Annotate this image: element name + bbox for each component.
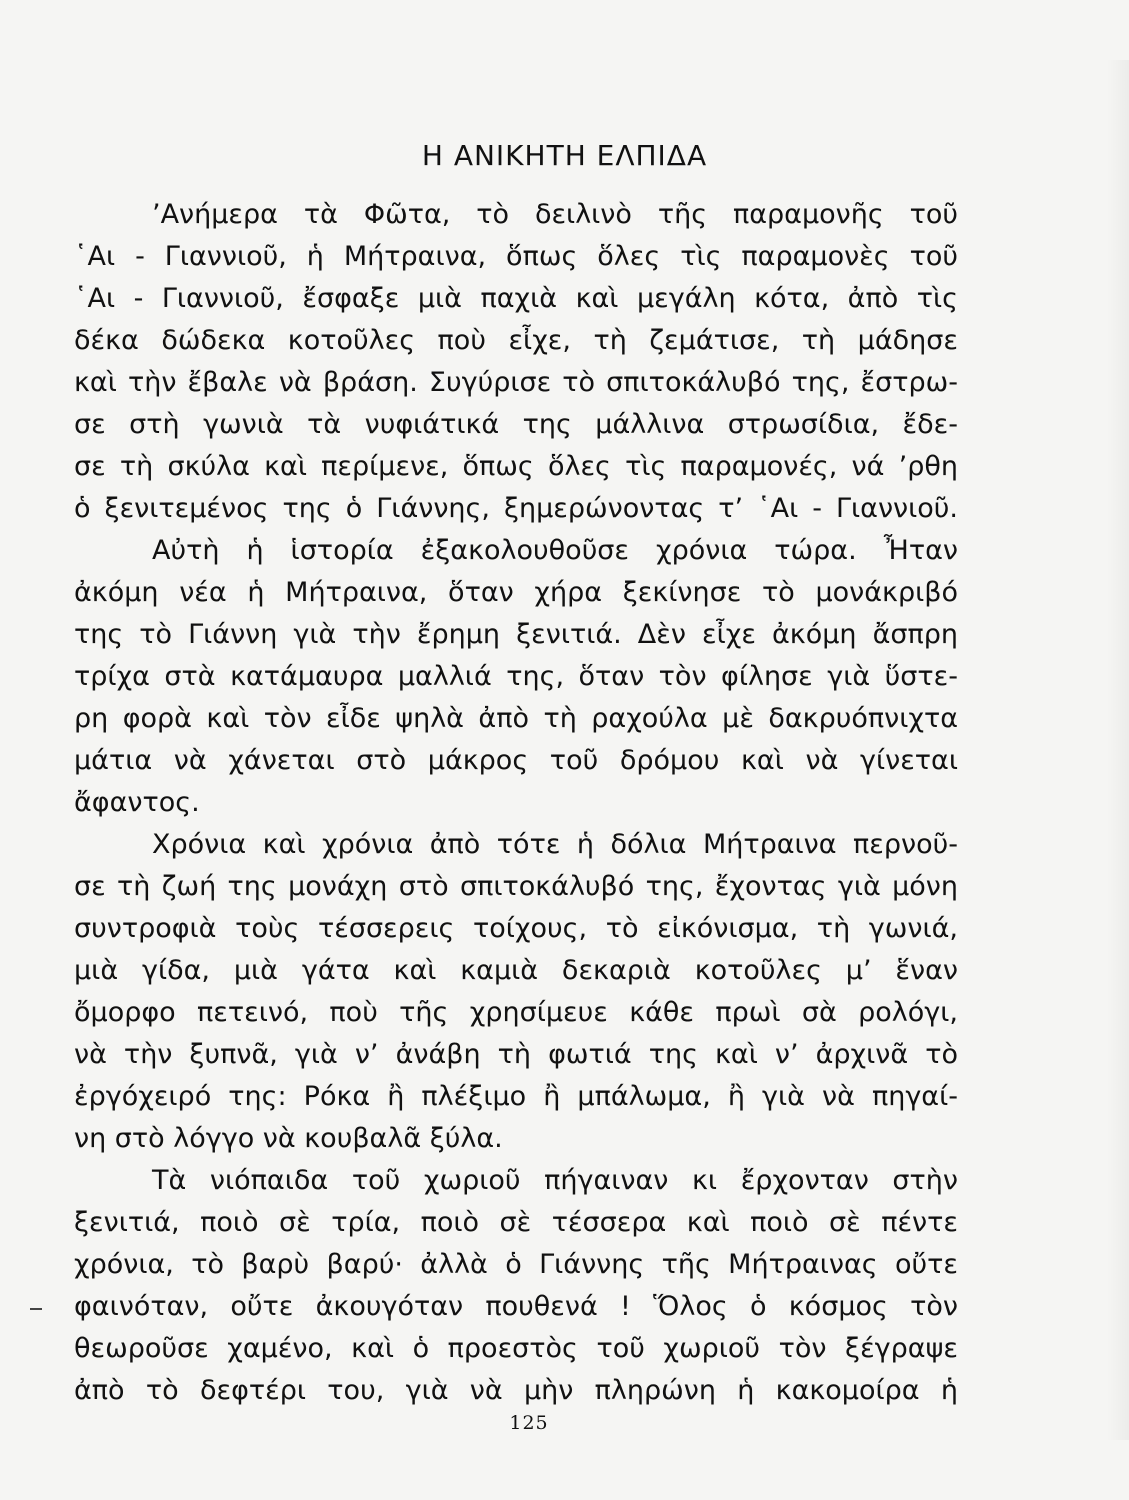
text-line: καὶ τὴν ἔβαλε νὰ βράση. Συγύρισε τὸ σπιτοκάλυβό της, ἔστρω- bbox=[74, 367, 958, 398]
text-line: νη στὸ λόγγο νὰ κουβαλᾶ ξύλα. bbox=[74, 1123, 503, 1154]
text-line: συντροφιὰ τοὺς τέσσερεις τοίχους, τὸ εἰκόνισμα, τὴ γωνιά, bbox=[74, 913, 958, 944]
text-line: ἀπὸ τὸ δεφτέρι του, γιὰ νὰ μὴν πληρώνη ἡ κακομοίρα ἡ bbox=[74, 1375, 958, 1406]
text-line: μάτια νὰ χάνεται στὸ μάκρος τοῦ δρόμου καὶ νὰ γίνεται bbox=[74, 745, 958, 776]
margin-mark bbox=[30, 1308, 42, 1310]
text-line: Χρόνια καὶ χρόνια ἀπὸ τότε ἡ δόλια Μήτραινα περνοῦ- bbox=[152, 829, 958, 860]
text-line: νὰ τὴν ξυπνᾶ, γιὰ ν’ ἀνάβη τὴ φωτιά της καὶ ν’ ἀρχινᾶ τὸ bbox=[74, 1039, 958, 1070]
text-line: ὄμορφο πετεινό, ποὺ τῆς χρησίμευε κάθε πρωὶ σὰ ρολόγι, bbox=[74, 997, 958, 1028]
text-line: σε τὴ σκύλα καὶ περίμενε, ὅπως ὅλες τὶς παραμονές, νά ’ρθη bbox=[74, 451, 958, 482]
page-number: 125 bbox=[509, 1412, 549, 1434]
text-line: ξενιτιά, ποιὸ σὲ τρία, ποιὸ σὲ τέσσερα καὶ ποιὸ σὲ πέντε bbox=[74, 1207, 958, 1238]
text-line: ἐργόχειρό της: Ρόκα ἢ πλέξιμο ἢ μπάλωμα, ἢ γιὰ νὰ πηγαί- bbox=[74, 1081, 958, 1112]
text-line: φαινόταν, οὔτε ἀκουγόταν πουθενά ! Ὅλος ὁ κόσμος τὸν bbox=[74, 1291, 958, 1322]
text-line: Τὰ νιόπαιδα τοῦ χωριοῦ πήγαιναν κι ἔρχονταν στὴν bbox=[152, 1165, 958, 1196]
text-line: σε τὴ ζωή της μονάχη στὸ σπιτοκάλυβό της, ἔχοντας γιὰ μόνη bbox=[74, 871, 958, 902]
chapter-title: Η ΑΝΙΚΗΤΗ ΕΛΠΙΔΑ bbox=[421, 139, 708, 172]
text-line: ἄφαντος. bbox=[74, 787, 200, 818]
text-line: σε στὴ γωνιὰ τὰ νυφιάτικά της μάλλινα στρωσίδια, ἔδε- bbox=[74, 409, 958, 440]
text-line: Αὐτὴ ἡ ἱστορία ἐξακολουθοῦσε χρόνια τώρα. Ἦταν bbox=[152, 535, 958, 566]
text-line: ρη φορὰ καὶ τὸν εἶδε ψηλὰ ἀπὸ τὴ ραχούλα μὲ δακρυόπνιχτα bbox=[74, 703, 958, 734]
text-line: ’Ανήμερα τὰ Φῶτα, τὸ δειλινὸ τῆς παραμονῆς τοῦ bbox=[152, 199, 958, 230]
text-line: ὁ ξενιτεμένος της ὁ Γιάννης, ξημερώνοντας τ’ ῾Αι - Γιαννιοῦ. bbox=[74, 493, 958, 524]
page-edge-shadow bbox=[1107, 60, 1129, 1440]
text-line: χρόνια, τὸ βαρὺ βαρύ· ἀλλὰ ὁ Γιάννης τῆς Μήτραινας οὔτε bbox=[74, 1249, 958, 1280]
text-line: δέκα δώδεκα κοτοῦλες ποὺ εἶχε, τὴ ζεμάτισε, τὴ μάδησε bbox=[74, 325, 958, 356]
text-line: μιὰ γίδα, μιὰ γάτα καὶ καμιὰ δεκαριὰ κοτοῦλες μ’ ἕναν bbox=[74, 955, 958, 986]
text-line: ἀκόμη νέα ἡ Μήτραινα, ὅταν χήρα ξεκίνησε τὸ μονάκριβό bbox=[74, 577, 958, 608]
text-line: ῾Αι - Γιαννιοῦ, ἡ Μήτραινα, ὅπως ὅλες τὶς παραμονὲς τοῦ bbox=[74, 241, 958, 272]
text-line: τρίχα στὰ κατάμαυρα μαλλιά της, ὅταν τὸν φίλησε γιὰ ὕστε- bbox=[74, 661, 958, 692]
text-line: θεωροῦσε χαμένο, καὶ ὁ προεστὸς τοῦ χωριοῦ τὸν ξέγραψε bbox=[74, 1333, 958, 1364]
text-line: ῾Αι - Γιαννιοῦ, ἔσφαξε μιὰ παχιὰ καὶ μεγάλη κότα, ἀπὸ τὶς bbox=[74, 283, 958, 314]
text-line: της τὸ Γιάννη γιὰ τὴν ἔρημη ξενιτιά. Δὲν εἶχε ἀκόμη ἄσπρη bbox=[74, 619, 958, 650]
